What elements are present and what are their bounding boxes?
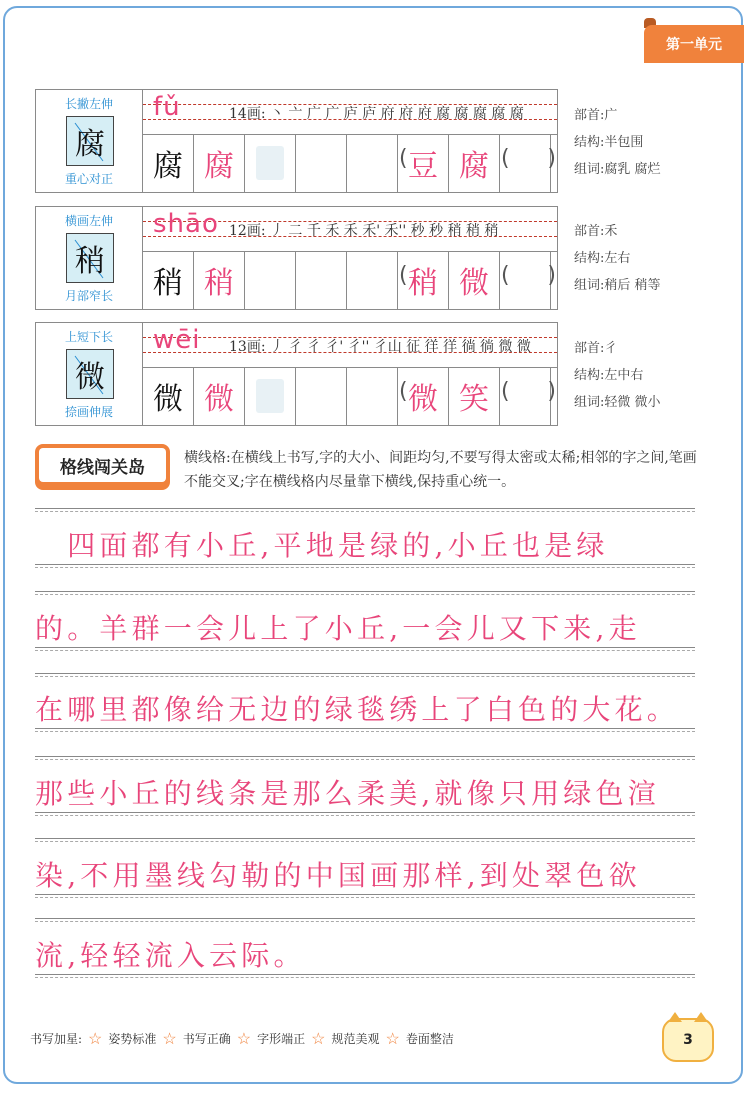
stroke-sequence: 丶 亠 广 广 庐 庐 府 府 府 腐 腐 腐 腐 腐 bbox=[269, 106, 524, 122]
model-char-box bbox=[66, 233, 114, 283]
cat-ear-icon bbox=[668, 1012, 682, 1022]
rating-item: 字形端正 bbox=[257, 1032, 306, 1046]
bushou: 部首:禾 bbox=[574, 224, 618, 239]
practice-cell: 稍 bbox=[194, 251, 245, 309]
practice-cell[interactable]: ( bbox=[500, 367, 551, 425]
unit-tab: 第一单元 bbox=[644, 25, 744, 63]
practice-cell: 腐 bbox=[143, 134, 194, 192]
char-row-1 bbox=[35, 89, 558, 193]
practice-cell[interactable] bbox=[245, 367, 296, 425]
tip-bottom: 月部窄长 bbox=[64, 289, 113, 303]
passage-line: 流,轻轻流入云际。 bbox=[35, 939, 306, 972]
zuci: 组词:稍后 稍等 bbox=[574, 278, 661, 293]
bushou: 部首:彳 bbox=[574, 341, 618, 356]
pinyin-line bbox=[143, 90, 557, 135]
jiegou: 结构:左中右 bbox=[574, 368, 644, 383]
zuci: 组词:腐乳 腐烂 bbox=[574, 162, 661, 177]
stroke-count: 12画: bbox=[229, 223, 266, 239]
practice-cell[interactable]: ) bbox=[547, 263, 556, 288]
practice-cell[interactable] bbox=[347, 134, 398, 192]
practice-cell: 笑 bbox=[449, 367, 500, 425]
practice-cell[interactable]: ) bbox=[547, 379, 556, 404]
char-info-1 bbox=[574, 102, 661, 183]
star-icon[interactable]: ☆ bbox=[88, 1029, 103, 1048]
practice-cell: ( 稍 bbox=[398, 251, 449, 309]
practice-cell[interactable] bbox=[347, 367, 398, 425]
practice-cell[interactable] bbox=[347, 251, 398, 309]
page-number: 3 bbox=[662, 1018, 714, 1062]
tianzige-panel bbox=[36, 207, 143, 309]
char-info-2 bbox=[574, 218, 661, 299]
star-icon[interactable]: ☆ bbox=[385, 1029, 400, 1048]
zuci: 组词:轻微 微小 bbox=[574, 395, 661, 410]
practice-cell[interactable] bbox=[296, 134, 347, 192]
model-char-box bbox=[66, 116, 114, 166]
stroke-info bbox=[229, 336, 531, 356]
star-icon[interactable]: ☆ bbox=[162, 1029, 177, 1048]
rating-item: 书写正确 bbox=[182, 1032, 231, 1046]
tianzige-panel bbox=[36, 90, 143, 192]
practice-cell[interactable] bbox=[296, 251, 347, 309]
pinyin: wēi bbox=[153, 325, 201, 355]
section-badge bbox=[35, 444, 170, 490]
pinyin-line bbox=[143, 207, 557, 252]
jiegou: 结构:左右 bbox=[574, 251, 631, 266]
passage-line: 染,不用墨线勾勒的中国画那样,到处翠色欲 bbox=[35, 859, 641, 892]
char-info-3 bbox=[574, 335, 661, 416]
practice-cell: ( 豆 bbox=[398, 134, 449, 192]
practice-cell[interactable]: ( bbox=[500, 251, 551, 309]
tip-top: 横画左伸 bbox=[64, 214, 113, 228]
model-char: 腐 bbox=[75, 127, 105, 162]
footer-rating bbox=[30, 1029, 454, 1048]
pinyin: fǔ bbox=[153, 92, 181, 122]
pinyin: shāo bbox=[153, 209, 219, 239]
stroke-info bbox=[229, 220, 498, 240]
stroke-info bbox=[229, 103, 524, 123]
passage-line: 在哪里都像给无边的绿毯绣上了白色的大花。 bbox=[35, 693, 680, 726]
stroke-sequence: 丿 二 千 禾 禾 禾' 禾'' 秒 秒 稍 稍 稍 bbox=[269, 223, 499, 239]
pinyin-line bbox=[143, 323, 557, 368]
model-char: 稍 bbox=[75, 244, 105, 279]
tip-bottom: 重心对正 bbox=[64, 172, 113, 186]
practice-cell[interactable]: ) bbox=[547, 146, 556, 171]
rating-item: 规范美观 bbox=[331, 1032, 380, 1046]
practice-grid bbox=[143, 134, 557, 192]
cat-ear-icon bbox=[694, 1012, 708, 1022]
practice-cell: ( 微 bbox=[398, 367, 449, 425]
passage-line: 的。羊群一会儿上了小丘,一会儿又下来,走 bbox=[35, 612, 641, 645]
practice-cell: 腐 bbox=[449, 134, 500, 192]
stroke-sequence: 丿 彳 彳 彳' 彳'' 彳山 征 徉 徉 徜 徜 微 微 bbox=[269, 339, 531, 355]
section-title: 格线闯关岛 bbox=[39, 448, 166, 482]
jiegou: 结构:半包围 bbox=[574, 135, 644, 150]
practice-cell: 微 bbox=[449, 251, 500, 309]
char-row-2 bbox=[35, 206, 558, 310]
practice-cell[interactable]: ( bbox=[500, 134, 551, 192]
rating-item: 姿势标准 bbox=[108, 1032, 157, 1046]
practice-cell[interactable] bbox=[296, 367, 347, 425]
rating-item: 卷面整洁 bbox=[405, 1032, 454, 1046]
practice-cell[interactable] bbox=[245, 251, 296, 309]
tip-top: 上短下长 bbox=[64, 330, 113, 344]
section-description: 横线格:在横线上书写,字的大小、间距均匀,不要写得太密或太稀;相邻的字之间,笔画不能交叉;字在横线格内尽量靠下横线,保持重心统一。 bbox=[184, 450, 697, 490]
star-icon[interactable]: ☆ bbox=[236, 1029, 252, 1048]
model-char: 微 bbox=[75, 360, 105, 395]
passage-line: 四面都有小丘,平地是绿的,小丘也是绿 bbox=[35, 529, 609, 562]
tip-top: 长撇左伸 bbox=[64, 97, 113, 111]
practice-grid bbox=[143, 251, 557, 309]
model-char-box bbox=[66, 349, 114, 399]
stroke-count: 13画: bbox=[229, 339, 266, 355]
char-row-3 bbox=[35, 322, 558, 426]
practice-cell[interactable] bbox=[245, 134, 296, 192]
bushou: 部首:广 bbox=[574, 108, 618, 123]
stroke-count: 14画: bbox=[229, 106, 266, 122]
footer-label: 书写加星: bbox=[30, 1032, 83, 1046]
practice-cell: 腐 bbox=[194, 134, 245, 192]
star-icon[interactable]: ☆ bbox=[311, 1029, 326, 1048]
practice-cell: 微 bbox=[143, 367, 194, 425]
tip-bottom: 捺画伸展 bbox=[64, 405, 113, 419]
practice-grid bbox=[143, 367, 557, 425]
practice-cell: 稍 bbox=[143, 251, 194, 309]
tianzige-panel bbox=[36, 323, 143, 425]
practice-cell: 微 bbox=[194, 367, 245, 425]
passage-line: 那些小丘的线条是那么柔美,就像只用绿色渲 bbox=[35, 777, 660, 810]
